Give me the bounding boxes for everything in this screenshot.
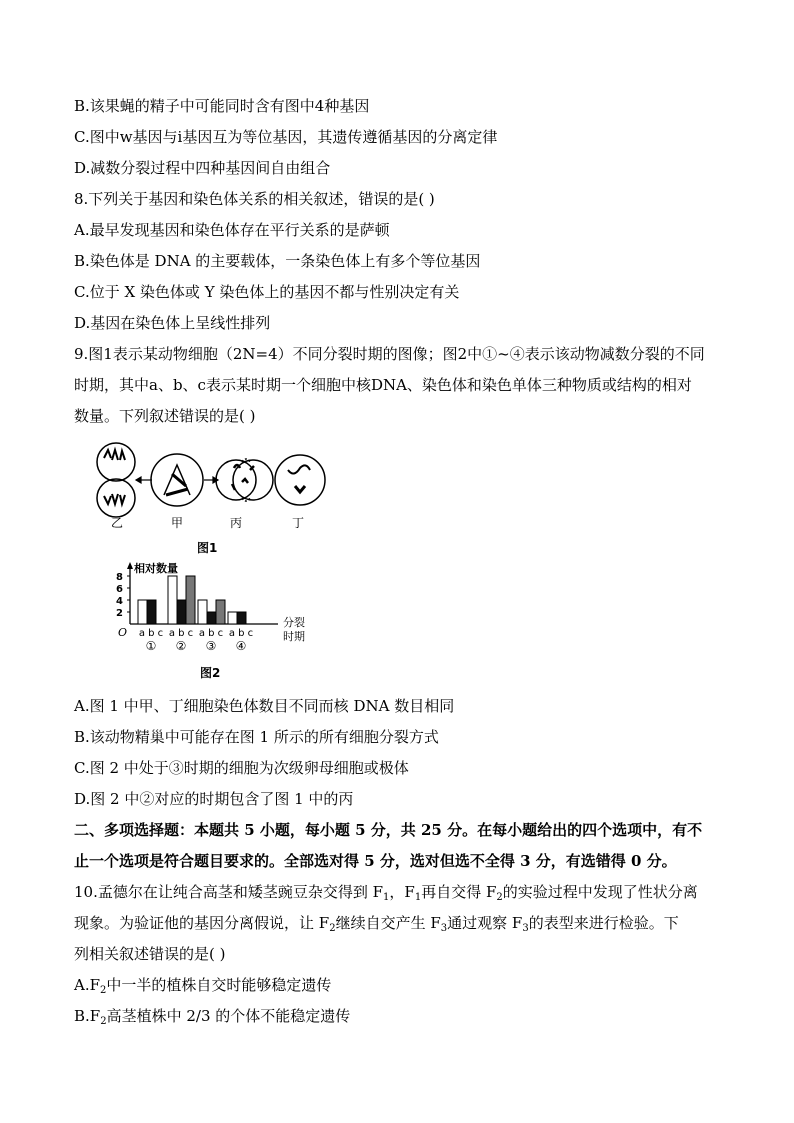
- cell-label-bing: 丙: [230, 516, 243, 530]
- bar-series-labels: a b c: [168, 628, 194, 639]
- bar-a: [168, 576, 177, 624]
- q10-stem-line1: 10.孟德尔在让纯合高茎和矮茎豌豆杂交得到 $F_1$，$F_1$再自交得 $F_2$的实验过程中发现了性状分离: [74, 883, 698, 903]
- bar-b: [177, 600, 186, 624]
- q7-option-d: D.减数分裂过程中四种基因间自由组合: [74, 159, 331, 177]
- q9-stem-line1: 9.图1表示某动物细胞（2N=4）不同分裂时期的图像；图2中①~④表示该动物减数分裂的不同: [74, 345, 705, 363]
- category-label: ③: [205, 639, 217, 653]
- bar-c: [186, 576, 195, 624]
- section-2-heading-line2: 止一个选项是符合题目要求的。全部选对得 5 分，选对但选不全得 3 分，有选错得 0 分。: [74, 852, 677, 870]
- cell-label-yi: 乙: [111, 516, 124, 530]
- bar-b: [207, 612, 216, 624]
- q9-option-b: B.该动物精巢中可能存在图 1 所示的所有细胞分裂方式: [74, 728, 439, 746]
- q9-option-d: D.图 2 中②对应的时期包含了图 1 中的丙: [74, 790, 354, 808]
- bar-a: [228, 612, 237, 624]
- y-tick-label: 2: [116, 608, 123, 619]
- q9-option-a: A.图 1 中甲、丁细胞染色体数目不同而核 DNA 数目相同: [74, 697, 455, 715]
- category-label: ④: [235, 639, 247, 653]
- q8-option-c: C.位于 X 染色体或 Y 染色体上的基因不都与性别决定有关: [74, 283, 460, 301]
- figure-2-caption: 图2: [200, 666, 221, 680]
- x-axis-label-line1: 分裂: [283, 616, 305, 629]
- y-axis-label: 相对数量: [134, 562, 178, 575]
- q8-option-b: B.染色体是 DNA 的主要载体，一条染色体上有多个等位基因: [74, 252, 481, 270]
- y-tick-label: 4: [116, 596, 123, 607]
- bar-c: [216, 600, 225, 624]
- cell-label-jia: 甲: [171, 516, 184, 530]
- q10-option-a: $A.F_2$中一半的植株自交时能够稳定遗传: [74, 976, 332, 996]
- q10-option-b: $B.F_2$高茎植株中 2/3 的个体不能稳定遗传: [74, 1007, 351, 1027]
- q9-stem-line3: 数量。下列叙述错误的是( ): [74, 407, 256, 425]
- y-tick-label: 8: [116, 572, 123, 583]
- category-label: ①: [145, 639, 157, 653]
- q9-option-c: C.图 2 中处于③时期的细胞为次级卵母细胞或极体: [74, 759, 409, 777]
- y-axis-arrow: [127, 562, 133, 569]
- figure-1-caption: 图1: [197, 541, 218, 555]
- cell-label-ding: 丁: [292, 516, 305, 530]
- q9-stem-line2: 时期，其中a、b、c表示某时期一个细胞中核DNA、染色体和染色单体三种物质或结构的相对: [74, 376, 692, 394]
- x-axis-label-line2: 时期: [283, 630, 305, 643]
- bar-series-labels: a b c: [138, 628, 164, 639]
- cell-bing-drawing: [216, 459, 273, 501]
- q8-option-a: A.最早发现基因和染色体存在平行关系的是萨顿: [74, 221, 390, 239]
- section-2-heading-line1: 二、多项选择题：本题共 5 小题，每小题 5 分，共 25 分。在每小题给出的四个选项中，有不: [74, 821, 703, 839]
- category-label: ②: [175, 639, 187, 653]
- bar-b: [147, 600, 156, 624]
- origin-label: O: [118, 626, 128, 639]
- q10-stem-line3: 列相关叙述错误的是( ): [74, 945, 226, 963]
- bar-a: [198, 600, 207, 624]
- q8-option-d: D.基因在染色体上呈线性排列: [74, 314, 271, 332]
- bar-series-labels: a b c: [198, 628, 224, 639]
- q7-option-c: C.图中w基因与i基因互为等位基因，其遗传遵循基因的分离定律: [74, 128, 498, 146]
- cell-yi-drawing: [97, 443, 135, 517]
- bar-b: [237, 612, 246, 624]
- bar-a: [138, 600, 147, 624]
- q7-option-b: B.该果蝇的精子中可能同时含有图中4种基因: [74, 97, 370, 115]
- y-tick-label: 6: [116, 584, 123, 595]
- cell-ding-drawing: [275, 455, 325, 505]
- cell-jia-drawing: [151, 454, 203, 506]
- q10-stem-line2: 现象。为验证他的基因分离假说，让 $F_2$继续自交产生 $F_3$通过观察 $F_3$的表型来进行检验。下: [74, 914, 679, 934]
- q8-stem: 8.下列关于基因和染色体关系的相关叙述，错误的是( ): [74, 190, 435, 208]
- figure-2-bar-chart: [108, 560, 318, 660]
- bar-series-labels: a b c: [228, 628, 254, 639]
